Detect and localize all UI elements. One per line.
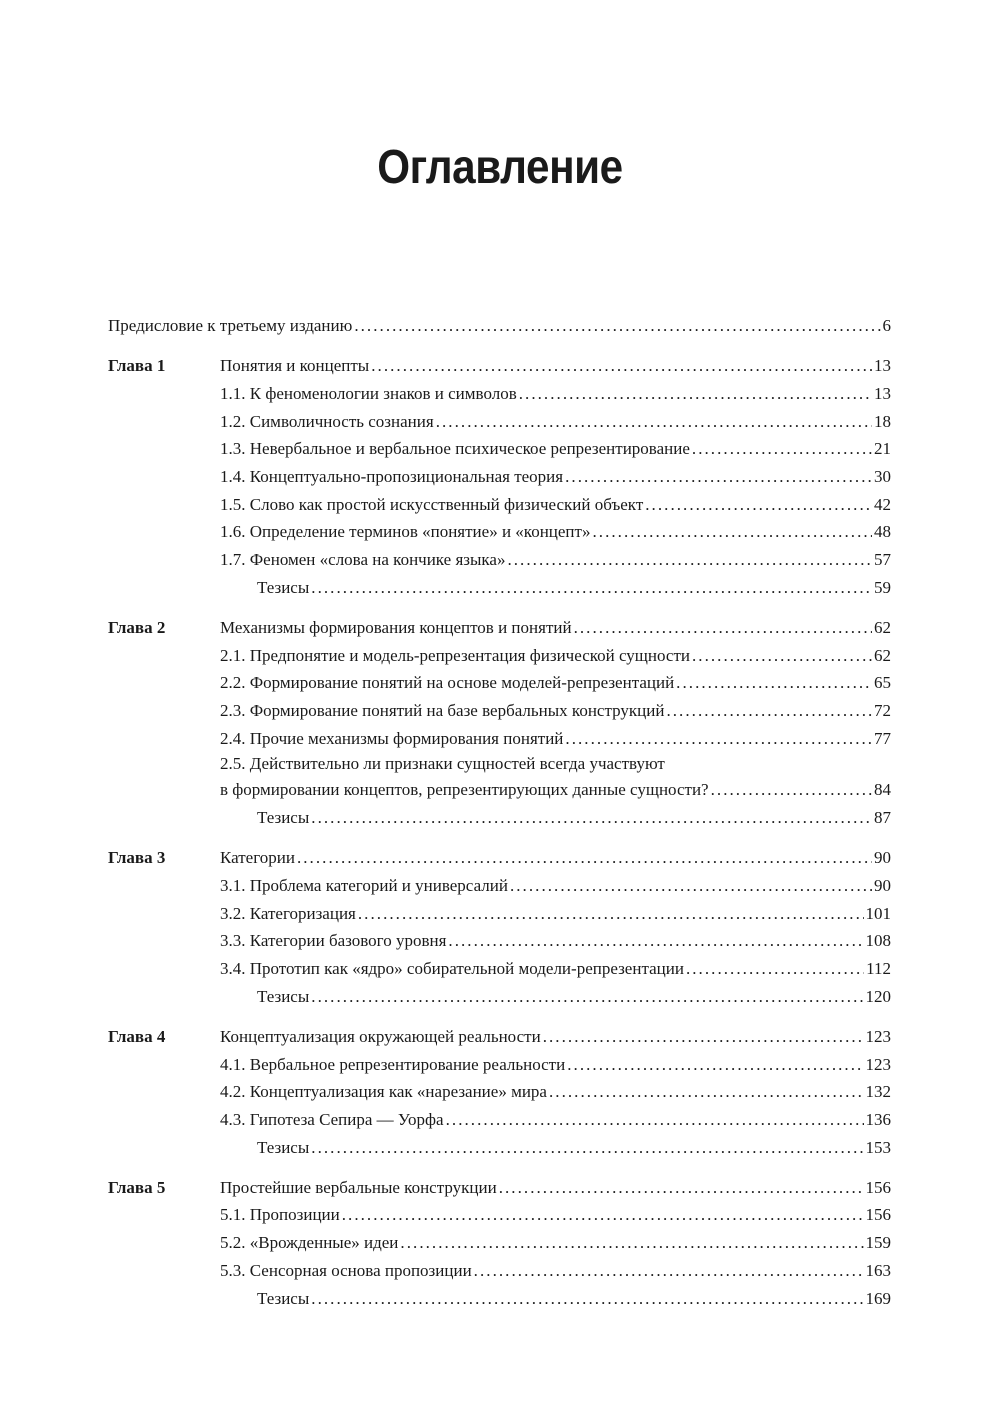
toc-row-section[interactable] xyxy=(108,955,891,983)
toc-page-number: 163 xyxy=(865,1260,891,1280)
dot-leader xyxy=(499,1174,864,1202)
toc-row-section[interactable] xyxy=(108,491,891,519)
dot-leader xyxy=(565,725,872,753)
toc-page-number: 153 xyxy=(865,1137,891,1157)
toc-row-section[interactable] xyxy=(108,408,891,436)
toc-row-section[interactable] xyxy=(108,1229,891,1257)
toc-page-number: 18 xyxy=(874,411,891,431)
toc-page-number: 65 xyxy=(874,673,891,693)
toc-row-section-wrapped[interactable] xyxy=(108,752,891,776)
chapter-label: Глава 4 xyxy=(108,1026,166,1046)
dot-leader xyxy=(311,574,872,602)
chapter-title: Механизмы формирования концептов и понятий xyxy=(220,617,572,637)
toc-page-number: 112 xyxy=(866,958,891,978)
toc-row-section-wrapped-cont[interactable] xyxy=(108,776,891,804)
toc-page-number: 87 xyxy=(874,808,891,827)
toc-row-chapter[interactable] xyxy=(108,352,891,380)
dot-leader xyxy=(446,1106,864,1134)
section-title: 3.1. Проблема категорий и универсалий xyxy=(220,875,508,895)
toc-row-section[interactable] xyxy=(108,725,891,753)
section-title: 1.1. К феноменологии знаков и символов xyxy=(220,383,517,403)
dot-leader xyxy=(543,1023,864,1051)
dot-leader xyxy=(549,1078,864,1106)
dot-leader xyxy=(565,463,872,491)
toc-page-number: 13 xyxy=(874,383,891,403)
toc-page-number: 120 xyxy=(865,986,891,1006)
page-title: Оглавление xyxy=(377,141,623,194)
chapter-label: Глава 3 xyxy=(108,848,166,868)
dot-leader xyxy=(400,1229,863,1257)
dot-leader xyxy=(567,1051,863,1079)
dot-leader xyxy=(507,546,872,574)
chapter-label: Глава 5 xyxy=(108,1177,166,1197)
toc-page-number: 156 xyxy=(865,1205,891,1225)
section-title: 5.1. Пропозиции xyxy=(220,1205,340,1225)
section-title: 4.2. Концептуализация как «нарезание» мира xyxy=(220,1082,547,1102)
toc-page-number: 123 xyxy=(865,1026,891,1046)
dot-leader xyxy=(692,642,872,670)
toc-page-number: 57 xyxy=(874,550,891,569)
table-of-contents xyxy=(108,312,891,1312)
section-title: 1.2. Символичность сознания xyxy=(220,411,434,431)
section-title: 1.6. Определение терминов «понятие» и «концепт» xyxy=(220,522,591,542)
thesis-title: Тезисы xyxy=(257,808,310,827)
dot-leader xyxy=(311,1134,863,1162)
dot-leader xyxy=(436,408,872,436)
toc-page-number: 101 xyxy=(865,903,891,923)
toc-row-thesis[interactable] xyxy=(108,574,891,602)
thesis-title: Тезисы xyxy=(257,1288,310,1308)
section-title: 1.4. Концептуально-пропозициональная теория xyxy=(220,466,564,486)
section-title: 3.2. Категоризация xyxy=(220,903,356,923)
toc-entry xyxy=(220,614,891,642)
dot-leader xyxy=(358,900,864,928)
toc-entry-title: Предисловие к третьему изданию xyxy=(108,316,353,335)
dot-leader xyxy=(297,844,872,872)
toc-page-number: 156 xyxy=(865,1177,891,1197)
section-title: 3.3. Категории базового уровня xyxy=(220,931,447,951)
dot-leader xyxy=(510,872,872,900)
toc-entry xyxy=(220,1023,891,1051)
toc-row-section[interactable] xyxy=(108,1106,891,1134)
section-title-line2: в формировании концептов, репрезентирующих данные сущности? xyxy=(220,780,709,800)
dot-leader xyxy=(519,380,872,408)
toc-row-thesis[interactable] xyxy=(108,1285,891,1313)
toc-page-number: 136 xyxy=(865,1109,891,1129)
dot-leader xyxy=(645,491,872,519)
dot-leader xyxy=(676,669,872,697)
chapter-title: Категории xyxy=(220,848,295,868)
dot-leader xyxy=(311,1285,863,1313)
toc-row-section[interactable] xyxy=(108,1201,891,1229)
dot-leader xyxy=(574,614,872,642)
section-title: 1.5. Слово как простой искусственный физический объект xyxy=(220,494,644,514)
chapter-title: Концептуализация окружающей реальности xyxy=(220,1026,541,1046)
section-title: 5.3. Сенсорная основа пропозиции xyxy=(220,1260,472,1280)
toc-row-thesis[interactable] xyxy=(108,983,891,1011)
section-title: 4.3. Гипотеза Сепира — Уорфа xyxy=(220,1109,444,1129)
toc-page-number: 108 xyxy=(865,931,891,951)
toc-row-section[interactable] xyxy=(108,546,891,574)
toc-entry xyxy=(108,312,891,340)
toc-page-number: 84 xyxy=(874,780,891,800)
dot-leader xyxy=(474,1257,864,1285)
toc-page-number: 48 xyxy=(874,522,891,542)
toc-row-section[interactable] xyxy=(108,900,891,928)
toc-row-section[interactable] xyxy=(108,463,891,491)
toc-row-section[interactable] xyxy=(108,697,891,725)
toc-row-chapter[interactable] xyxy=(108,844,891,872)
chapter-label: Глава 1 xyxy=(108,356,166,376)
thesis-title: Тезисы xyxy=(257,986,310,1006)
toc-entry xyxy=(220,352,891,380)
toc-row-chapter[interactable] xyxy=(108,1023,891,1051)
toc-row-section[interactable] xyxy=(108,435,891,463)
toc-row-section[interactable] xyxy=(108,380,891,408)
toc-page-number: 169 xyxy=(865,1288,891,1308)
toc-page-number: 132 xyxy=(865,1082,891,1102)
chapter-title: Простейшие вербальные конструкции xyxy=(220,1177,497,1197)
toc-page-number: 90 xyxy=(874,848,891,868)
toc-page-number: 13 xyxy=(874,356,891,376)
dot-leader xyxy=(692,435,872,463)
toc-page-number: 90 xyxy=(874,875,891,895)
toc-row-section[interactable] xyxy=(108,669,891,697)
section-title: 2.2. Формирование понятий на основе моделей-репрезентаций xyxy=(220,673,675,693)
dot-leader xyxy=(371,352,872,380)
dot-leader xyxy=(448,927,863,955)
toc-page-number: 62 xyxy=(874,617,891,637)
dot-leader xyxy=(342,1201,864,1229)
section-title: 5.2. «Врожденные» идеи xyxy=(220,1233,399,1253)
section-title: 2.1. Предпонятие и модель-репрезентация физической сущности xyxy=(220,645,690,665)
chapter-title: Понятия и концепты xyxy=(220,356,370,376)
toc-row-section[interactable] xyxy=(108,927,891,955)
section-title: 2.4. Прочие механизмы формирования понятий xyxy=(220,728,564,748)
section-title: 2.3. Формирование понятий на базе вербальных конструкций xyxy=(220,700,665,720)
toc-row-section[interactable] xyxy=(108,642,891,670)
dot-leader xyxy=(592,518,872,546)
toc-page-number: 123 xyxy=(865,1054,891,1074)
chapter-label: Глава 2 xyxy=(108,617,166,637)
toc-page-number: 159 xyxy=(865,1233,891,1253)
toc-page-number: 21 xyxy=(874,439,891,459)
toc-page-number: 42 xyxy=(874,494,891,514)
toc-page-number: 77 xyxy=(874,728,891,748)
toc-row-thesis[interactable] xyxy=(108,1134,891,1162)
toc-row-section[interactable] xyxy=(108,1051,891,1079)
toc-row-chapter[interactable] xyxy=(108,614,891,642)
toc-page-number: 6 xyxy=(882,316,891,335)
thesis-title: Тезисы xyxy=(257,1137,310,1157)
section-title: 1.3. Невербальное и вербальное психическое репрезентирование xyxy=(220,439,690,459)
section-title: 1.7. Феномен «слова на кончике языка» xyxy=(220,550,506,569)
dot-leader xyxy=(666,697,872,725)
toc-row-section[interactable] xyxy=(108,1078,891,1106)
toc-row-preface[interactable] xyxy=(108,312,891,340)
toc-row-chapter[interactable] xyxy=(108,1174,891,1202)
toc-row-section[interactable] xyxy=(108,1257,891,1285)
thesis-title: Тезисы xyxy=(257,577,310,597)
toc-page-number: 72 xyxy=(874,700,891,720)
toc-entry xyxy=(220,844,891,872)
section-title: 4.1. Вербальное репрезентирование реальности xyxy=(220,1054,566,1074)
dot-leader xyxy=(311,804,872,832)
section-title-line1: 2.5. Действительно ли признаки сущностей всегда участвуют xyxy=(220,754,665,774)
toc-row-section[interactable] xyxy=(108,518,891,546)
toc-row-thesis[interactable] xyxy=(108,804,891,832)
toc-page-number: 30 xyxy=(874,466,891,486)
toc-page-number: 62 xyxy=(874,645,891,665)
section-title: 3.4. Прототип как «ядро» собирательной модели-репрезентации xyxy=(220,958,684,978)
toc-page-number: 59 xyxy=(874,577,891,597)
dot-leader xyxy=(354,312,880,340)
dot-leader xyxy=(311,983,863,1011)
dot-leader xyxy=(711,776,872,804)
toc-row-section[interactable] xyxy=(108,872,891,900)
dot-leader xyxy=(686,955,864,983)
toc-entry xyxy=(220,1174,891,1202)
